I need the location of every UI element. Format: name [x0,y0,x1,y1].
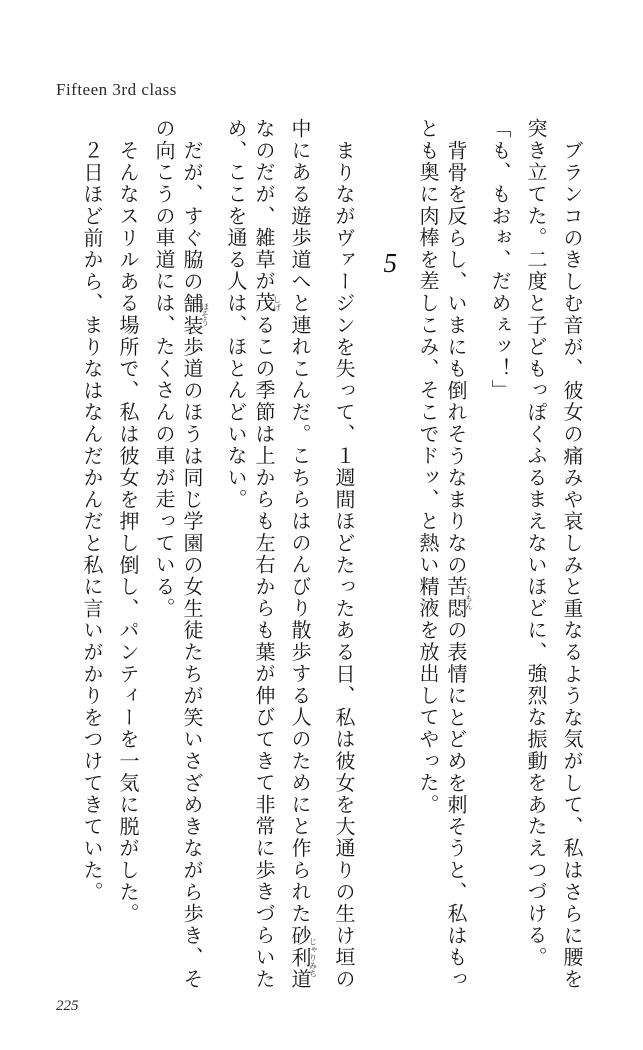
text-column [485,118,509,998]
text-run: そんなスリルある場所で、私は彼女を押し倒し、パンティーを一気に脱がした。 [116,140,138,925]
text-column [329,118,353,998]
page-number: 225 [56,998,79,1014]
ruby-annotated-word: 舗装ほそう [180,292,210,337]
text-column [77,118,101,998]
text-column [413,118,437,998]
text-run: だが、すぐ脇の [180,140,202,293]
text-run: の向こうの車道には、たくさんの車が走っている。 [152,118,174,620]
text-run: 突き立てた。二度と子どもっぽくふるまえないほどに、強烈な振動をあたえつづける。 [524,118,546,969]
text-column [180,118,210,998]
text-block [65,118,581,998]
section-number: 5 [383,248,397,278]
text-run: まりながヴァージンを失って、１週間ほどたったある日、私は彼女を大通りの生け垣の [332,140,354,991]
text-column [113,118,137,998]
text-run: 背骨を反らし、いまにも倒れそうなまりなの [444,140,466,576]
text-column [149,118,173,998]
text-run: 「も、もおぉ、だめぇッ！」 [488,118,510,402]
text-column [288,118,318,998]
text-column [557,118,581,998]
text-run: るこの季節は上からも左右からも葉が伸びてきて非常に歩きづらいた [252,314,274,991]
text-run: とも奥に肉棒を差しこみ、そこでドッ、と熱い精液を放出してやった。 [416,118,438,816]
text-run: ブランコのきしむ音が、彼女の痛みや哀しみと重なるような気がして、私はさらに腰を [560,140,582,991]
text-run: ２日ほど前から、まりなはなんだかんだと私に言いがかりをつけてきていた。 [80,140,102,903]
running-header: Fifteen 3rd class [56,80,177,99]
ruby-annotated-word: 茂しげ [252,292,282,315]
text-run: なのだが、雑草が [252,118,274,293]
text-run: の表情にとどめを刺そうと、私はもっ [444,619,466,991]
text-column [252,118,282,998]
text-column [444,118,474,998]
ruby-annotated-word: 苦悶くもん [444,576,474,620]
text-run: 歩道のほうは同じ学園の女生徒たちが笑いさざめきながら歩き、そ [180,336,202,991]
section-number-line [369,118,397,998]
text-run: め、ここを通る人は、ほとんどいない。 [224,118,246,511]
text-run: 中にある遊歩道へと連れこんだ。こちらはのんびり散歩する人のためにと作られた [288,118,310,925]
text-column [521,118,545,998]
ruby-annotated-word: 砂利道じゃりみち [288,924,318,991]
text-column [221,118,245,998]
